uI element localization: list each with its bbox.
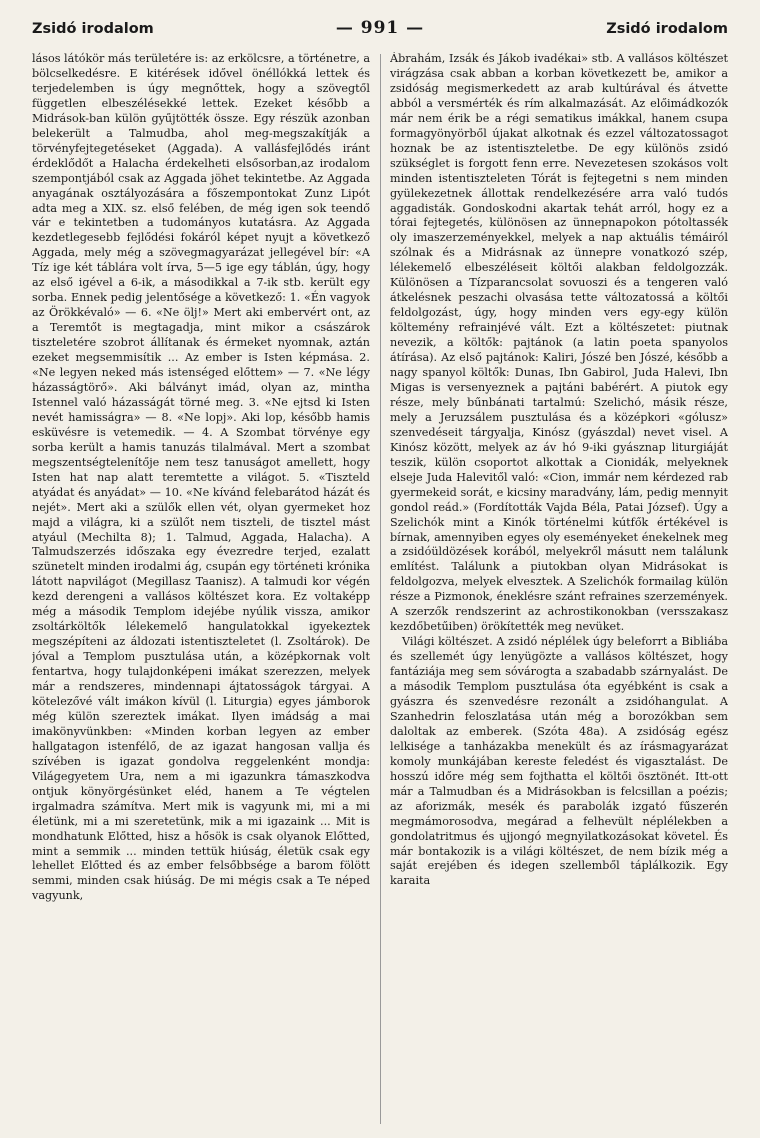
right-column	[390, 52, 728, 1132]
page-number: — 991 —	[335, 18, 425, 38]
paragraph: Világi költészet. A zsidó néplélek úgy beleforrt a Bibliába és szellemét úgy lenyügözte a vallásos költészet, hogy fantáziája meg sem sóvárogta a szabadabb szárnyalást. De a második Templom pusztulása óta egyébként is csak a gyászra és szenvedésre rezonált a zsidóhangulat. A Szanhedrin feloszlatása után még a borozókban sem daloltak az emberek. (Szóta 48a). A zsidóság egész lelkisége a tanházakba menekült és az írásmagyarázat komoly munkájában kereste feledést és vigasztalást. De hosszú időre még sem fojthatta el költői ösztönét. Itt-ott már a Talmudban és a Midrásokban is felcsillan a poézis; az aforizmák, mesék és parabolák izgató fűszerén megmámorosodva, megárad a felhevült néplélekben a gondolatritmus és ujjongó megnyilatkozásokat követel. És már bontakozik is a világi költészet, de nem bízik még a saját erejében és idegen szellemből táplálkozik. Egy karaita	[390, 635, 728, 888]
header-right-title: Zsidó irodalom	[606, 21, 728, 37]
left-column	[32, 52, 370, 1132]
page-header	[32, 18, 728, 42]
paragraph: lásos látókör más területére is: az erkölcsre, a történetre, a bölcselkedésre. E kitérések idővel önéllókká lettek és terjedelemben is úgy megnőttek, hogy a szövegtől független elbeszélésekké lettek. Ezeket később a Midrások-ban külön gyűjtötték össze. Egy részük azonban belekerült a Talmudba, ahol meg-megszakítják a törvényfejtegetéseket (Aggada). A vallásfejlődés iránt érdeklődőt a Halacha érdekelheti elsősorban,az irodalom szempontjából csak az Aggada jöhet tekintetbe. Az Aggada anyagának osztályozására a főszempontokat Zunz Lipót adta meg a XIX. sz. első felében, de még igen sok teendő vár e tekintetben a tudományos kutatásra. Az Aggada kezdetlegesebb fejlődési fokáról képet nyujt a következő Aggada, mely még a szövegmagyarázat jellegével bír: «A Tíz ige két táblára volt írva, 5—5 ige egy táblán, úgy, hogy az első igével a 6-ik, a másodikkal a 7-ik stb. került egy sorba. Ennek pedig jelentősége a következő: 1. «Én vagyok az Örökkévaló» — 6. «Ne ölj!» Mert aki embervért ont, az a Teremtőt is megtagadja, mint mikor a császárok tiszteletére szobrot állítanak és érmeket nyomnak, aztán ezeket megsemmisítik ... Az ember is Isten képmása. 2. «Ne legyen neked más istenséged előttem» — 7. «Ne légy házasságtörő». Aki bálványt imád, olyan az, mintha Istennel való házasságát törné meg. 3. «Ne ejtsd ki Isten nevét hamisságra» — 8. «Ne lopj». Aki lop, később hamis esküvésre is vetemedik. — 4. A Szombat törvénye egy sorba került a hamis tanuzás tilalmával. Mert a szombat megszentségtelenítője nem tesz tanuságot amellett, hogy Isten hat nap alatt teremtette a világot. 5. «Tiszteld atyádat és anyádat» — 10. «Ne kívánd felebarátod házát és nejét». Mert aki a szülők ellen vét, olyan gyermeket hoz majd a világra, ki a szülőt nem tiszteli, de tisztel mást atyául (Mechilta 8); 1. Talmud, Aggada, Halacha). A Talmudszerzés időszaka egy évezredre terjed, ezalatt szünetelt minden irodalmi ág, csupán egy történeti krónika látott napvilágot (Megillasz Taanisz). A talmudi kor végén kezd derengeni a vallásos költészet kora. Ez voltaképp még a második Templom idejébe nyúlik vissza, amikor zsoltárköltők lélekemelő hangulatokkal igyekeztek megszépíteni az áldozati istentiszteletet (l. Zsoltárok). De jóval a Templom pusztulása után, a középkornak volt fentartva, hogy tulajdonképeni imákat szerezzen, melyek már a rendszeres, mindennapi ájtatosságok tárgyai. A kötelezővé vált imákon kívül (l. Liturgia) egyes jámborok még külön szereztek imákat. Ilyen imádság a mai imakönyvünkben: «Minden korban legyen az ember hallgatagon istenfélő, de az igazat hangosan vallja és szívében is igazat gondolva reggelenként mondja: Világegyetem Ura, nem a mi igazunkra támaszkodva ontjuk könyörgésünket eléd, hanem a Te végtelen irgalmadra számítva. Mert mik is vagyunk mi, mi a mi életünk, mi a mi szeretetünk, mik a mi igazaink ... Mit is mondhatunk Előtted, hisz a hősök is csak olyanok Előtted, mint a semmik ... minden tettük hiúság, életük csak egy lehellet Előtted és az ember felsőbbsége a barom fölött semmi, minden csak hiúság. De mi mégis csak a Te néped vagyunk,	[32, 52, 370, 903]
column-divider	[380, 54, 381, 1124]
text-columns	[32, 52, 728, 1132]
paragraph: Ábrahám, Izsák és Jákob ivadékai» stb. A vallásos költészet virágzása csak abban a korban következett be, amikor a zsidóság megismerkedett az arab kultúrával és átvette abból a versmérték és rím alkalmazását. Az előimádkozók már nem érik be a régi sematikus imákkal, hanem csupa formagyönyörből újakat alkotnak és ezzel változatossagot hoznak be az istentiszteletbe. De egy különös zsidó szükséglet is forgott fenn erre. Nevezetesen szokásos volt minden istentiszteleten Tórát is fejtegetni s nem minden gyülekezetnek állottak rendelkezésére arra való tudós aggadisták. Gondoskodni akartak tehát arról, hogy ez a tórai fejtegetés, különösen az ünnepnapokon pótoltassék oly imaszerzeményekkel, melyek a nap aktuális témáiról szólnak és a Midrásnak az ünnepre vonatkozó szép, lélekemelő elbeszéléseit költői alakban feldolgozzák. Különösen a Tízparancsolat sovuoszi és a tengeren való átkelésnek peszachi olvasása tette változatossá a költői feldolgozást, úgy, hogy minden vers egy-egy külön költemény refrainjévé vált. Ezt a költészetet: piutnak nevezik, a költők: pajtánok (a latin poeta spanyolos átírása). Az első pajtánok: Kaliri, Jószé ben Jószé, később a nagy spanyol költők: Dunas, Ibn Gabirol, Juda Halevi, Ibn Migas is versenyeznek a pajtáni babérért. A piutok egy része, mely bűnbánati tartalmú: Szelichó, másik része, mely a Jeruzsálem pusztulása és a középkori «gólusz» szenvedéseit tárgyalja, Kinósz (gyászdal) nevet visel. A Kinósz között, melyek az áv hó 9-iki gyásznap liturgiáját teszik, külön csoportot alkottak a Cionidák, melyeknek elseje Juda Halevitől való: «Cion, immár nem kérdezed rab gyermekeid sorát, e kicsiny maradvány, lám, pedig mennyit gondol reád.» (Fordították Vajda Béla, Patai József). Úgy a Szelichók mint a Kinók történelmi kútfők értékével is bírnak, amennyiben egyes oly eseményeket énekelnek meg a zsidóüldözések korából, melyekről másutt nem találunk említést. Találunk a piutokban olyan Midrásokat is feldolgozva, melyek elvesztek. A Szelichók formailag külön része a Pizmonok, éneklésre szánt refraines szerzemények. A szerzők rendszerint az achrostikonokban (versszakasz kezdőbetűiben) örökítették meg nevüket.	[390, 52, 728, 634]
header-left-title: Zsidó irodalom	[32, 21, 154, 37]
